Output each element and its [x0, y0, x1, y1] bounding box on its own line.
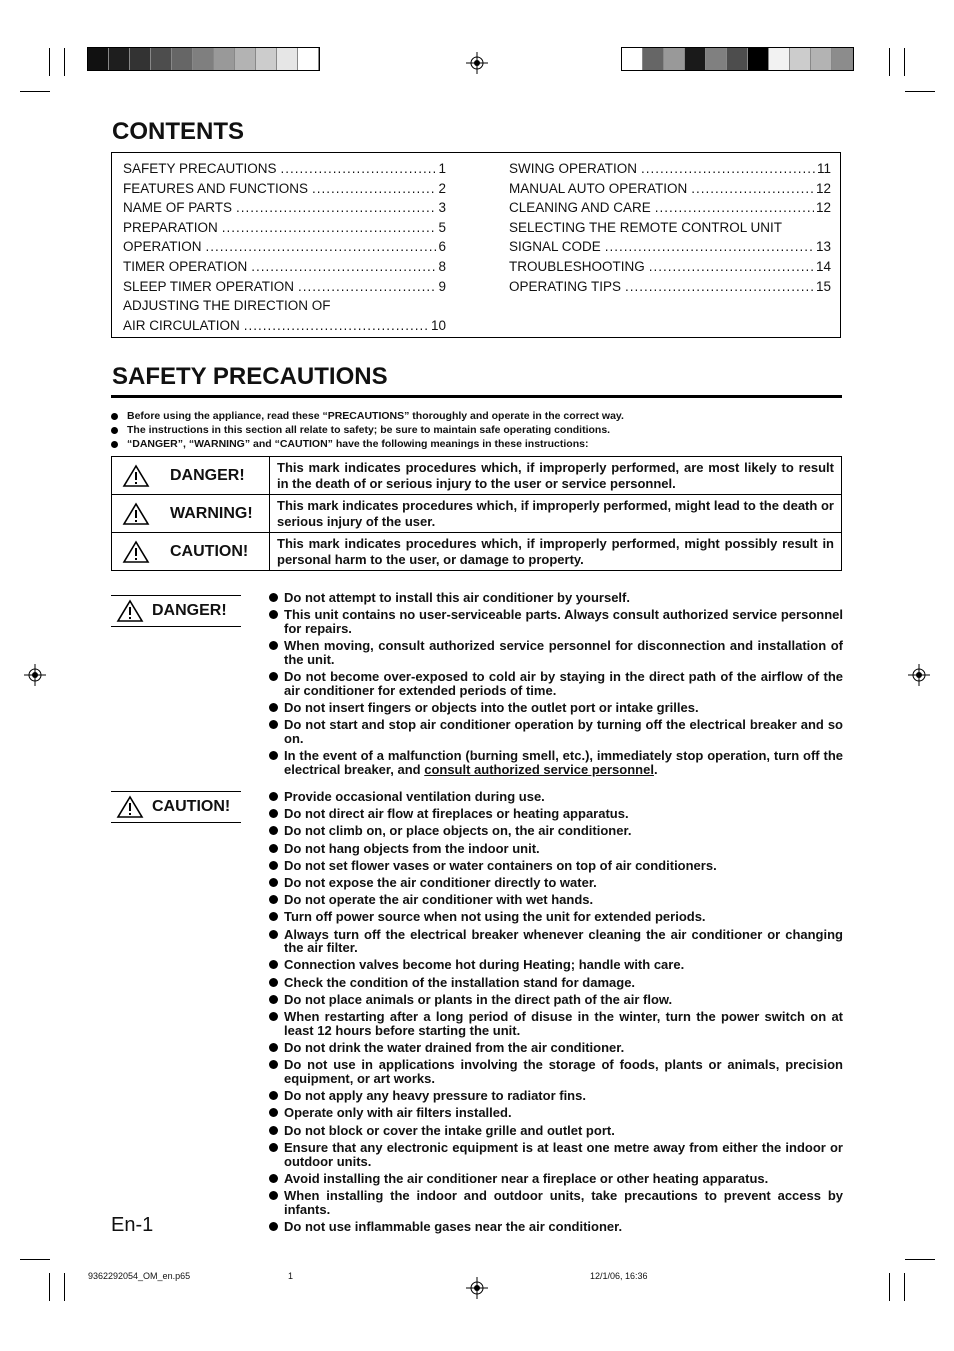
crop-mark	[64, 48, 65, 76]
precaution-item	[269, 842, 843, 856]
precaution-item	[269, 1010, 843, 1038]
toc-page: 10	[430, 317, 446, 333]
toc-title: AIR CIRCULATION	[123, 317, 240, 333]
precaution-item	[269, 639, 843, 667]
precaution-item	[269, 1189, 843, 1217]
precaution-text: Do not hang objects from the indoor unit.	[284, 840, 540, 856]
crop-mark	[905, 1259, 935, 1260]
crop-mark	[889, 1273, 890, 1301]
precaution-text: Always turn off the electrical breaker whenever cleaning the air conditioner or changing the air filter.	[284, 926, 843, 956]
caution-label	[111, 791, 241, 823]
bullet-icon	[111, 413, 118, 420]
intro-item	[111, 423, 842, 437]
precaution-text: Do not drink the water drained from the air conditioner.	[284, 1040, 625, 1056]
precaution-item	[269, 893, 843, 907]
precaution-item	[269, 1041, 843, 1055]
toc-leader	[691, 179, 814, 199]
color-swatch	[151, 48, 172, 70]
bullet-icon	[269, 610, 278, 619]
toc-title: PREPARATION	[123, 219, 218, 235]
signal-description: This mark indicates procedures which, if improperly performed, are most likely to result in the death of or serious injury to the user or service personnel.	[270, 457, 842, 495]
precaution-text: Provide occasional ventilation during use.	[284, 789, 545, 804]
toc-page: 13	[815, 239, 831, 255]
bullet-icon	[269, 930, 278, 939]
toc-title: SLEEP TIMER OPERATION	[123, 278, 295, 294]
toc-leader	[236, 198, 436, 218]
bullet-icon	[269, 809, 278, 818]
toc-title: SWING OPERATION	[509, 161, 638, 176]
precaution-text: Connection valves become hot during Heating; handle with care.	[284, 957, 685, 973]
color-bar-left	[87, 47, 320, 71]
crop-mark	[904, 48, 905, 76]
signal-label	[112, 533, 269, 570]
precaution-text: Ensure that any electronic equipment is at least one metre away from either the indoor or outdoor units.	[284, 1139, 843, 1169]
bullet-icon	[269, 1191, 278, 1200]
toc-page: 12	[815, 200, 831, 216]
toc-entry[interactable]	[509, 159, 831, 179]
toc-title: SELECTING THE REMOTE CONTROL UNIT	[509, 219, 783, 235]
color-swatch	[193, 48, 214, 70]
precaution-text: Do not block or cover the intake grille and outlet port.	[284, 1122, 615, 1138]
bullet-icon	[269, 978, 278, 987]
bullet-icon	[269, 641, 278, 650]
color-swatch	[235, 48, 256, 70]
underlined-text: consult authorized service personnel	[424, 762, 654, 778]
intro-item	[111, 437, 842, 451]
toc-page: 14	[815, 258, 831, 274]
toc-entry[interactable]	[123, 237, 446, 257]
toc-entry[interactable]	[509, 257, 831, 277]
signal-label-cell	[112, 495, 270, 533]
precaution-text: Do not climb on, or place objects on, the air conditioner.	[284, 823, 632, 839]
color-swatch	[256, 48, 277, 70]
toc-title: ADJUSTING THE DIRECTION OF	[123, 298, 331, 314]
bullet-icon	[269, 861, 278, 870]
color-bar-right	[621, 47, 854, 71]
toc-leader	[312, 179, 436, 199]
registration-mark-icon	[466, 52, 488, 74]
bullet-icon	[269, 1043, 278, 1052]
contents-box	[111, 152, 841, 338]
color-swatch	[748, 48, 769, 70]
bullet-icon	[269, 1126, 278, 1135]
bullet-icon	[269, 1091, 278, 1100]
bullet-icon	[269, 1060, 278, 1069]
signal-word-table	[111, 456, 842, 571]
precaution-item	[269, 1124, 843, 1138]
color-swatch	[88, 48, 109, 70]
warning-triangle-icon	[116, 795, 144, 819]
precaution-item	[269, 749, 843, 777]
crop-mark	[889, 48, 890, 76]
color-swatch	[811, 48, 832, 70]
color-swatch	[664, 48, 685, 70]
bullet-icon	[269, 672, 278, 681]
heading-rule	[111, 395, 842, 398]
danger-list	[269, 591, 843, 777]
crop-mark	[64, 1273, 65, 1301]
precaution-item	[269, 790, 843, 804]
toc-entry[interactable]	[123, 218, 446, 238]
bullet-icon	[269, 1012, 278, 1021]
warning-triangle-icon	[122, 464, 150, 488]
caution-label-text: CAUTION!	[152, 798, 231, 815]
precaution-text: In the event of a malfunction (burning smell, etc.), immediately stop operation, turn off the electrical breaker, and consult authorized service personnel.	[284, 748, 843, 778]
warning-triangle-icon	[122, 502, 150, 526]
precaution-text: This unit contains no user-serviceable parts. Always consult authorized service personnel for repairs.	[284, 607, 843, 636]
precaution-item	[269, 1172, 843, 1186]
signal-description: This mark indicates procedures which, if improperly performed, might possibly result in personal harm to the user, or damage to property.	[270, 533, 842, 571]
toc-title: TIMER OPERATION	[123, 258, 248, 274]
toc-entry[interactable]	[123, 296, 446, 316]
color-swatch	[832, 48, 853, 70]
precaution-text: Check the condition of the installation stand for damage.	[284, 974, 636, 990]
precaution-item	[269, 958, 843, 972]
precaution-item	[269, 1058, 843, 1086]
crop-mark	[49, 48, 50, 76]
toc-title: FEATURES AND FUNCTIONS	[123, 180, 309, 196]
signal-label	[112, 495, 269, 532]
precaution-text: Do not set flower vases or water containers on top of air conditioners.	[284, 857, 717, 873]
precaution-text: Do not place animals or plants in the direct path of the air flow.	[284, 991, 673, 1007]
precaution-text: Do not direct air flow at fireplaces or heating apparatus.	[284, 806, 629, 822]
signal-word: WARNING!	[170, 504, 253, 522]
precaution-text: Do not operate the air conditioner with wet hands.	[284, 892, 594, 908]
precaution-item	[269, 670, 843, 698]
crop-mark	[20, 1259, 50, 1260]
signal-label-cell	[112, 457, 270, 495]
contents-right-column	[509, 159, 831, 296]
precaution-text: Do not use inflammable gases near the air conditioner.	[284, 1218, 623, 1234]
toc-leader	[605, 237, 814, 257]
toc-leader	[298, 277, 436, 297]
precaution-text: Operate only with air filters installed.	[284, 1105, 512, 1121]
bullet-icon	[269, 826, 278, 835]
color-swatch	[622, 48, 643, 70]
toc-leader	[222, 218, 437, 238]
contents-left-column	[123, 159, 446, 335]
toc-entry[interactable]	[123, 316, 446, 336]
toc-title: CLEANING AND CARE	[509, 200, 651, 216]
safety-heading: SAFETY PRECAUTIONS	[112, 363, 388, 390]
intro-text: The instructions in this section all relate to safety; be sure to maintain safe operating conditions.	[127, 424, 611, 436]
color-swatch	[643, 48, 664, 70]
color-swatch	[727, 48, 748, 70]
toc-page: 5	[438, 219, 446, 235]
color-swatch	[109, 48, 130, 70]
contents-heading: CONTENTS	[112, 118, 244, 145]
toc-page: 6	[438, 239, 446, 255]
precaution-text: Do not insert fingers or objects into the outlet port or intake grilles.	[284, 700, 699, 716]
precaution-item	[269, 608, 843, 636]
crop-mark	[904, 1273, 905, 1301]
precaution-item	[269, 807, 843, 821]
color-swatch	[214, 48, 235, 70]
danger-label-text: DANGER!	[152, 602, 227, 619]
registration-mark-icon	[466, 1277, 488, 1299]
bullet-icon	[269, 720, 278, 729]
bullet-icon	[269, 1108, 278, 1117]
precaution-item	[269, 1220, 843, 1234]
bullet-icon	[269, 960, 278, 969]
precaution-item	[269, 1141, 843, 1169]
toc-leader	[251, 257, 436, 277]
color-swatch	[685, 48, 706, 70]
precaution-text: Do not start and stop air conditioner operation by turning off the electrical breaker and so on.	[284, 717, 843, 747]
toc-leader	[625, 277, 814, 297]
registration-mark-icon	[908, 664, 930, 686]
precaution-item	[269, 910, 843, 924]
toc-entry[interactable]	[123, 159, 446, 179]
trailing-text: .	[653, 762, 658, 778]
warning-triangle-icon	[116, 599, 144, 623]
warning-triangle-icon	[122, 540, 150, 564]
bullet-icon	[269, 878, 278, 887]
bullet-icon	[269, 1143, 278, 1152]
intro-list	[111, 409, 842, 451]
intro-item	[111, 409, 842, 423]
precaution-item	[269, 1089, 843, 1103]
toc-entry[interactable]	[509, 218, 831, 238]
precaution-item	[269, 976, 843, 990]
precaution-item	[269, 591, 843, 605]
precaution-text: Do not apply any heavy pressure to radiator fins.	[284, 1088, 586, 1104]
toc-title: OPERATION	[123, 239, 202, 255]
precaution-item	[269, 1106, 843, 1120]
toc-title: SAFETY PRECAUTIONS	[123, 161, 277, 176]
toc-title: SIGNAL CODE	[509, 239, 601, 255]
toc-page: 1	[438, 161, 446, 176]
color-swatch	[172, 48, 193, 70]
precaution-text: Do not expose the air conditioner directly to water.	[284, 874, 597, 890]
toc-entry[interactable]	[123, 277, 446, 297]
precaution-item	[269, 701, 843, 715]
toc-page: 15	[815, 278, 831, 294]
precaution-item	[269, 859, 843, 873]
color-swatch	[130, 48, 151, 70]
bullet-icon	[111, 427, 118, 434]
bullet-icon	[269, 703, 278, 712]
page-number: En-1	[111, 1214, 154, 1236]
bullet-icon	[269, 792, 278, 801]
bullet-icon	[269, 895, 278, 904]
caution-list	[269, 790, 843, 1234]
bullet-icon	[269, 751, 278, 760]
bullet-icon	[269, 1174, 278, 1183]
signal-row	[112, 457, 842, 495]
color-swatch	[277, 48, 298, 70]
toc-entry[interactable]	[123, 198, 446, 218]
toc-leader	[244, 316, 429, 336]
toc-leader	[641, 159, 815, 179]
bullet-icon	[269, 1222, 278, 1231]
signal-row	[112, 533, 842, 571]
toc-title: TROUBLESHOOTING	[509, 258, 645, 274]
color-swatch	[706, 48, 727, 70]
precaution-text: When restarting after a long period of disuse in the winter, turn the power switch on at least 12 hours before starting the unit.	[284, 1009, 843, 1038]
crop-mark	[49, 1273, 50, 1301]
footer-page: 1	[288, 1271, 294, 1281]
footer-file: 9362292054_OM_en.p65	[88, 1271, 191, 1281]
toc-entry[interactable]	[509, 179, 831, 199]
signal-description: This mark indicates procedures which, if improperly performed, might lead to the death or serious injury of the user.	[270, 495, 842, 533]
toc-page: 11	[816, 161, 831, 176]
toc-page: 8	[438, 258, 446, 274]
precaution-item	[269, 824, 843, 838]
precaution-text: Do not become over-exposed to cold air by staying in the direct path of the airflow of the air conditioner for extended periods of time.	[284, 669, 843, 698]
toc-entry[interactable]	[123, 257, 446, 277]
toc-page: 3	[438, 200, 446, 216]
toc-entry[interactable]	[123, 179, 446, 199]
bullet-icon	[111, 441, 118, 448]
precaution-text: Do not attempt to install this air conditioner by yourself.	[284, 590, 630, 605]
color-swatch	[298, 48, 319, 70]
registration-mark-icon	[24, 664, 46, 686]
crop-mark	[20, 91, 50, 92]
color-swatch	[769, 48, 790, 70]
precaution-text: Do not use in applications involving the storage of foods, plants or animals, precision equipment, or art works.	[284, 1057, 843, 1087]
bullet-icon	[269, 593, 278, 602]
precaution-text: Avoid installing the air conditioner near a fireplace or other heating apparatus.	[284, 1170, 769, 1186]
toc-entry[interactable]	[509, 237, 831, 257]
precaution-item	[269, 718, 843, 746]
toc-leader	[655, 198, 814, 218]
toc-entry[interactable]	[509, 277, 831, 297]
precaution-text: When installing the indoor and outdoor units, take precautions to prevent access by infants.	[284, 1187, 843, 1217]
toc-entry[interactable]	[509, 198, 831, 218]
precaution-text: When moving, consult authorized service personnel for disconnection and installation of the unit.	[284, 638, 843, 667]
toc-title: OPERATING TIPS	[509, 278, 622, 294]
precaution-item	[269, 993, 843, 1007]
toc-title: NAME OF PARTS	[123, 200, 233, 216]
footer-date: 12/1/06, 16:36	[590, 1271, 648, 1281]
danger-label	[111, 595, 241, 627]
bullet-icon	[269, 995, 278, 1004]
intro-text: “DANGER”, “WARNING” and “CAUTION” have the following meanings in these instructions:	[127, 438, 589, 450]
signal-label-cell	[112, 533, 270, 571]
precaution-text: Turn off power source when not using the unit for extended periods.	[284, 909, 706, 925]
color-swatch	[790, 48, 811, 70]
toc-leader	[281, 159, 437, 179]
intro-text: Before using the appliance, read these “PRECAUTIONS” thoroughly and operate in the correct way.	[127, 410, 624, 422]
bullet-icon	[269, 844, 278, 853]
precaution-item	[269, 876, 843, 890]
toc-leader	[649, 257, 814, 277]
toc-page: 2	[438, 180, 446, 196]
signal-word: CAUTION!	[170, 542, 249, 560]
toc-page: 9	[438, 278, 446, 294]
toc-title: MANUAL AUTO OPERATION	[509, 180, 688, 196]
bullet-icon	[269, 912, 278, 921]
toc-leader	[206, 237, 437, 257]
signal-row	[112, 495, 842, 533]
signal-word: DANGER!	[170, 466, 245, 484]
crop-mark	[905, 91, 935, 92]
signal-label	[112, 457, 269, 494]
precaution-item	[269, 928, 843, 956]
toc-page: 12	[815, 180, 831, 196]
